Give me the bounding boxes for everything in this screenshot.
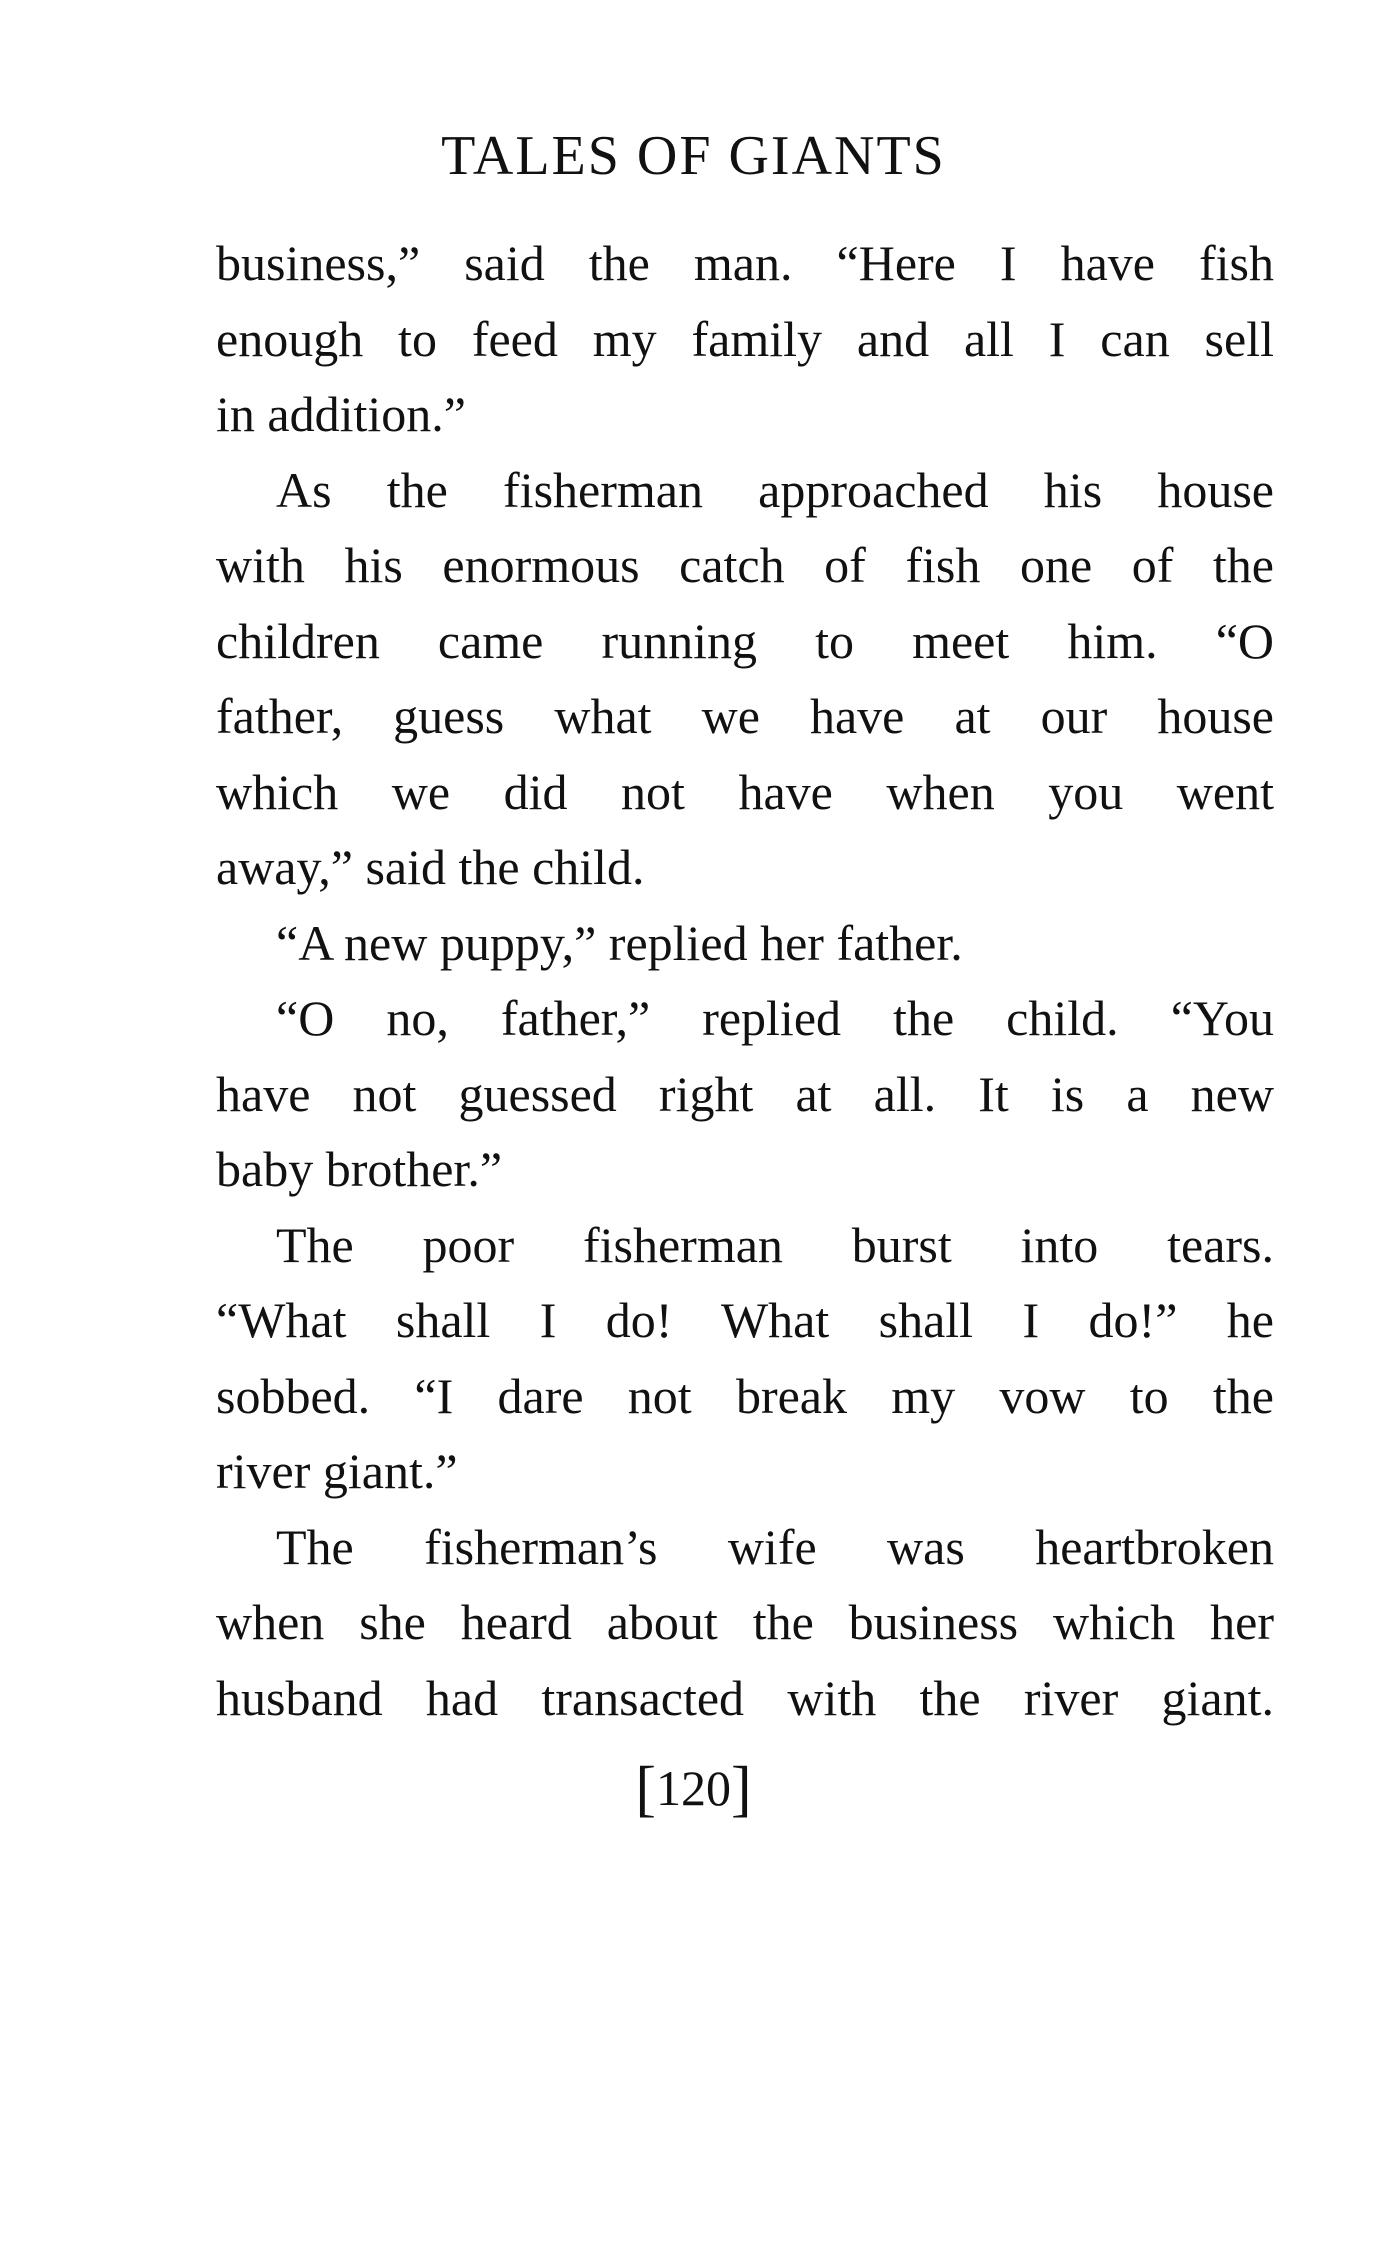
text-line: The poor fisherman burst into tears. [276, 1216, 1274, 1273]
running-head: TALES OF GIANTS [441, 125, 946, 187]
text-line: in addition.” [216, 386, 466, 442]
page-number-value: 120 [656, 1760, 731, 1816]
text-line: away,” said the child. [216, 839, 645, 895]
text-line: baby brother.” [216, 1141, 503, 1197]
text-line: The fisherman’s wife was heartbroken [276, 1518, 1274, 1575]
text-line: children came running to meet him. “O [216, 612, 1274, 669]
text-line: which we did not have when you went [216, 763, 1274, 820]
page-number-open-bracket: [ [635, 1755, 656, 1823]
body-text [216, 226, 1274, 1736]
text-line: enough to feed my family and all I can sell [216, 310, 1274, 367]
text-line: “A new puppy,” replied her father. [276, 914, 963, 971]
page-number [0, 1755, 1387, 1823]
text-line: with his enormous catch of fish one of the [216, 537, 1274, 593]
text-line: “What shall I do! What shall I do!” he [216, 1292, 1274, 1348]
text-line: river giant.” [216, 1443, 458, 1499]
text-line: As the fisherman approached his house [276, 461, 1274, 518]
text-line: have not guessed right at all. It is a new [216, 1065, 1274, 1122]
text-line: father, guess what we have at our house [216, 688, 1274, 744]
page-number-close-bracket: ] [731, 1755, 752, 1823]
text-line: sobbed. “I dare not break my vow to the [216, 1367, 1274, 1424]
text-line: when she heard about the business which her [216, 1594, 1274, 1650]
text-line: business,” said the man. “Here I have fish [216, 235, 1274, 291]
text-line: husband had transacted with the river giant. [216, 1669, 1274, 1726]
text-line: “O no, father,” replied the child. “You [276, 990, 1274, 1046]
